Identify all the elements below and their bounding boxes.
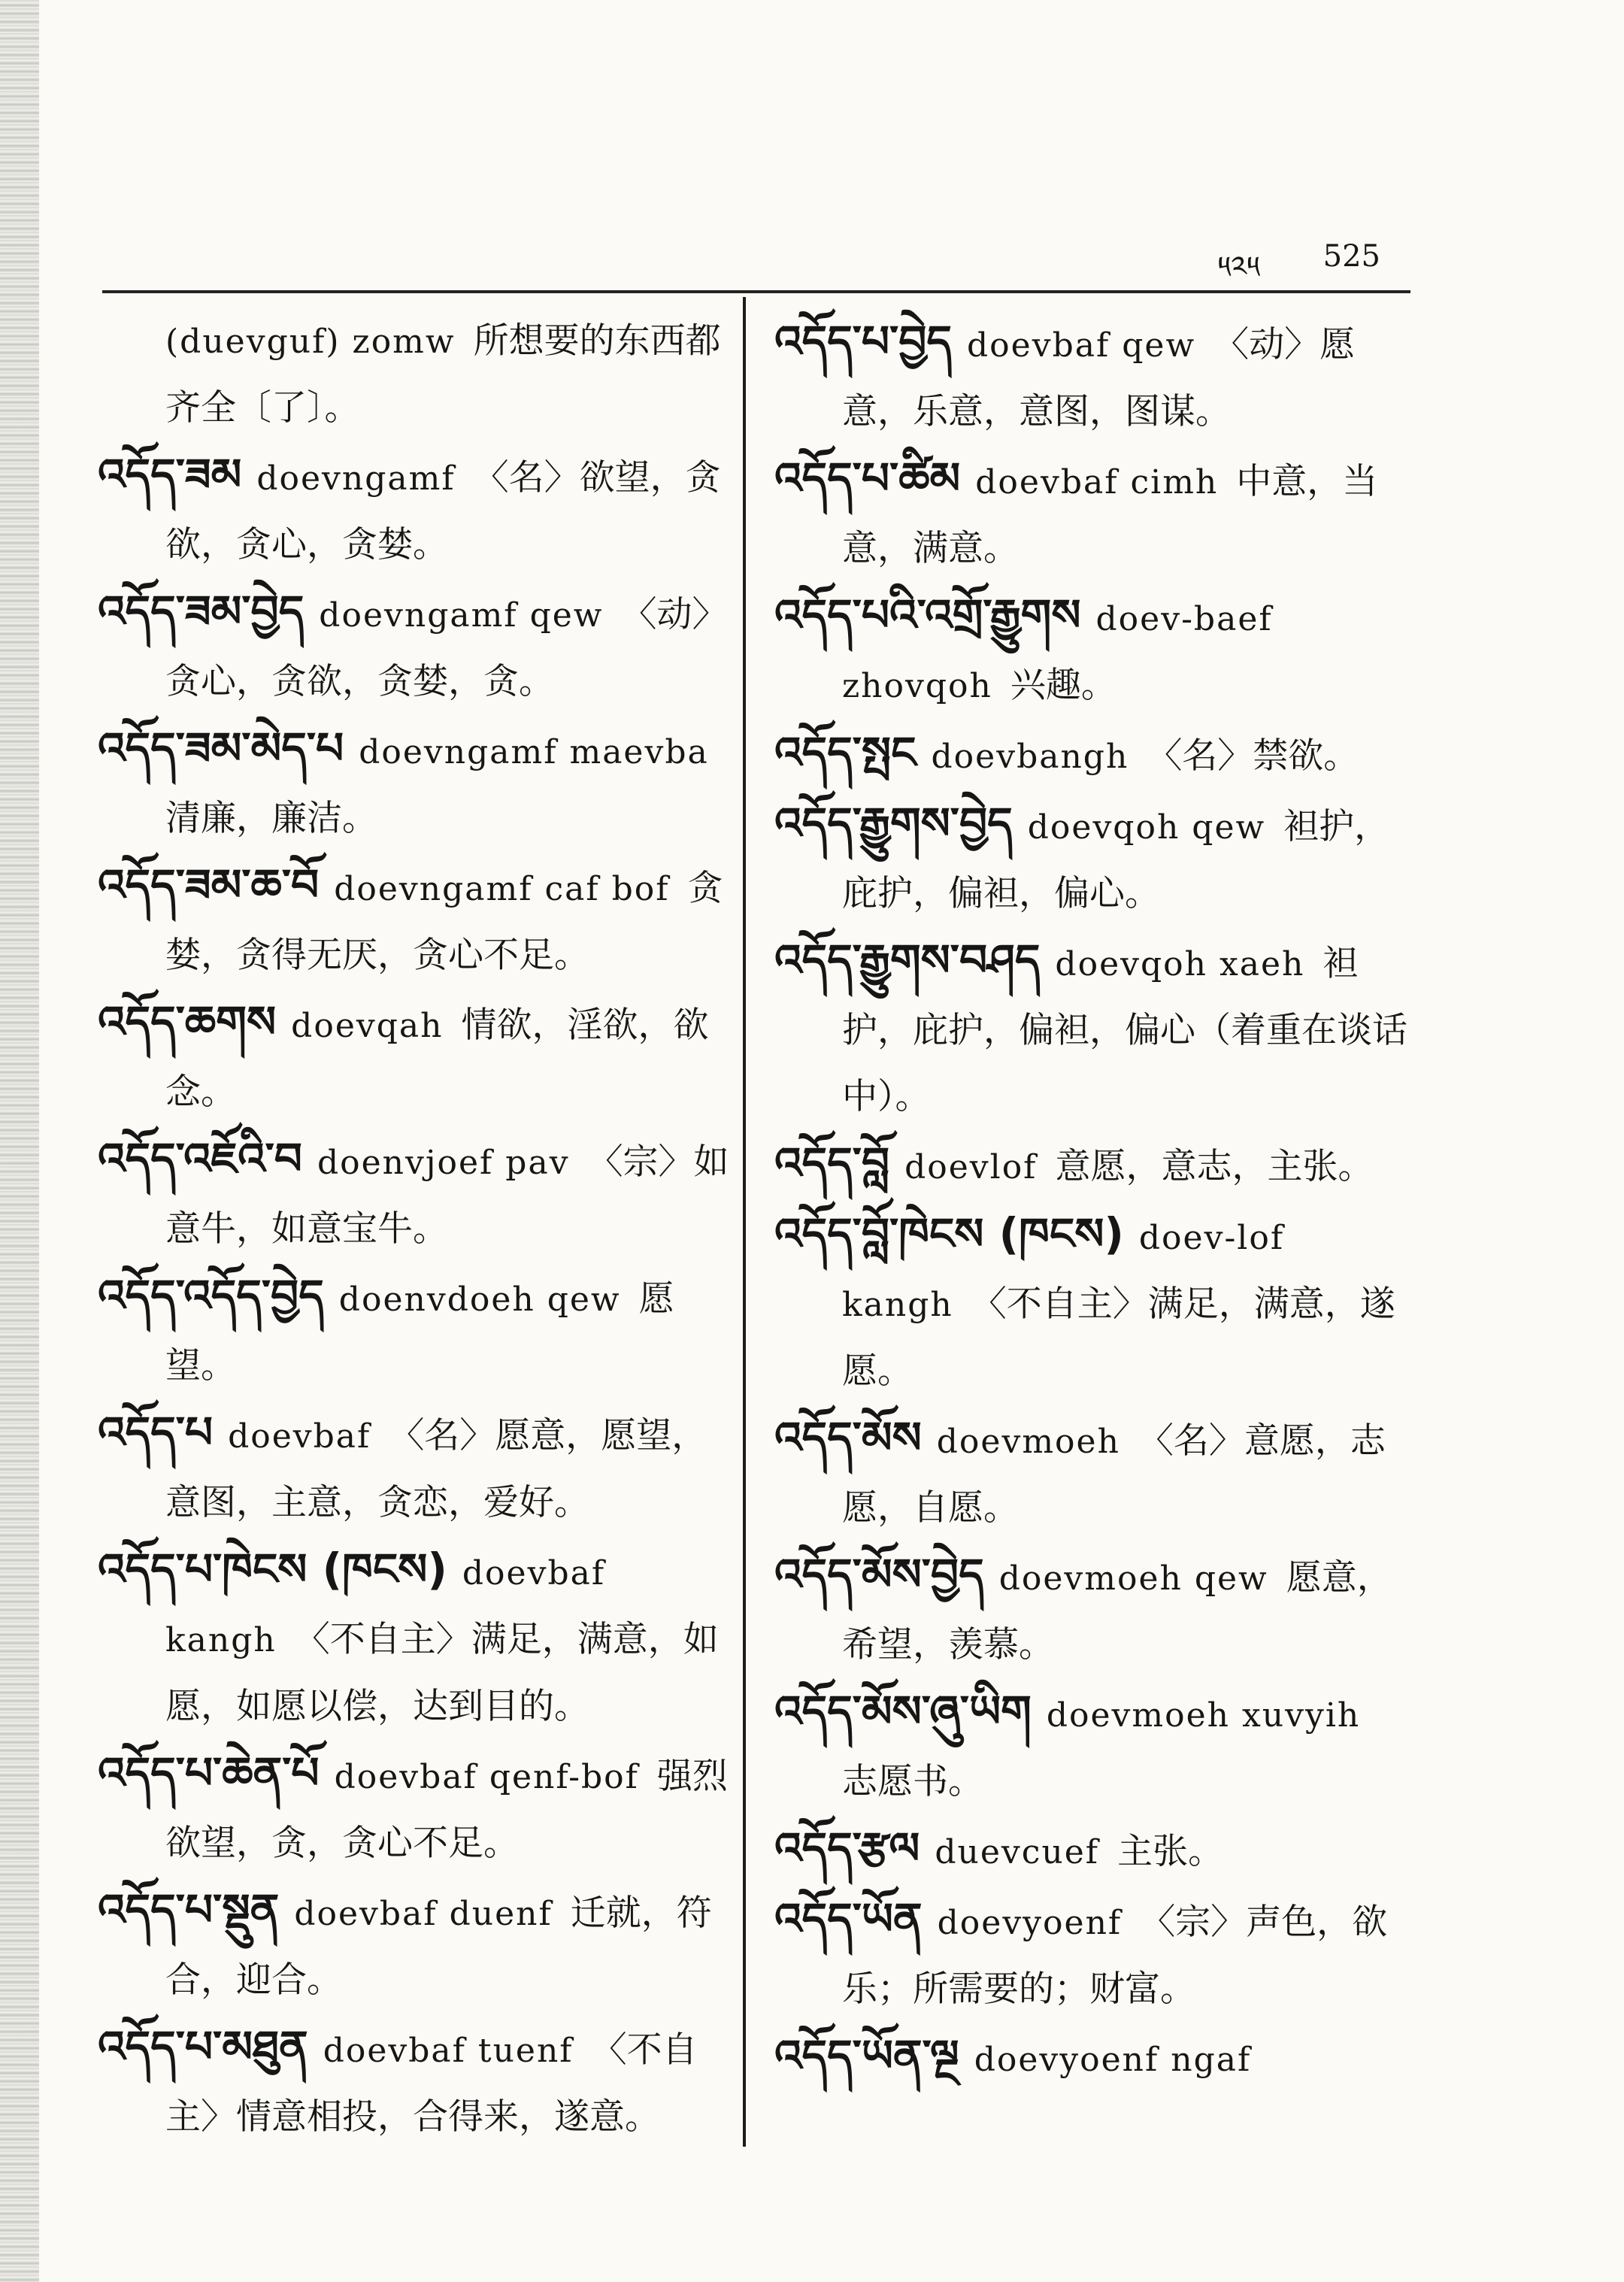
entry-headword: འདོད་མོས་བྱེད xyxy=(774,1549,984,1600)
entry-headword: འདོད་པ་མཐུན xyxy=(98,2021,308,2072)
entry-headword: འདོད་རྒྱུགས་བྱེད xyxy=(774,798,1013,849)
dictionary-entry xyxy=(98,989,737,1126)
dictionary-entry xyxy=(774,1678,1413,1815)
entry-definition: 所想要的东西都齐全〔了〕。 xyxy=(165,320,721,429)
entry-romanization: doenvjoef pav xyxy=(317,1144,570,1182)
entry-romanization: doevmoeh xuvyih xyxy=(1046,1696,1361,1735)
entry-romanization: doevlof xyxy=(904,1148,1038,1186)
dictionary-entry xyxy=(774,445,1413,582)
entry-romanization: doevbaf cimh xyxy=(975,463,1219,502)
entry-headword: འདོད་ཡོན་ལྔ xyxy=(774,2030,959,2081)
entry-headword: འདོད་རྒྱུགས་བཤད xyxy=(774,935,1041,986)
dictionary-entry xyxy=(98,1399,737,1536)
entry-headword: འདོད་ཡོན xyxy=(774,1893,923,1944)
entry-headword: འདོད་ཟམ་མེད་པ xyxy=(98,723,344,774)
entry-romanization: doevqoh qew xyxy=(1027,808,1266,847)
entry-definition: 愿意，希望，羡慕。 xyxy=(842,1557,1392,1665)
entry-headword: འདོད་པ་ཆེན་པོ xyxy=(98,1747,320,1799)
scan-edge-shadow xyxy=(0,0,39,2282)
left-column xyxy=(98,308,737,2143)
dictionary-entry xyxy=(98,852,737,989)
entry-definition: 〈动〉贪心，贪欲，贪婪，贪。 xyxy=(165,594,728,702)
entry-romanization: doevngamf caf bof xyxy=(334,870,670,908)
entry-headword: འདོད་མོས xyxy=(774,1412,922,1463)
entry-headword: འདོད་མོས་ཞུ་ཡིག xyxy=(774,1686,1032,1737)
entry-definition: 情欲，淫欲，欲念。 xyxy=(165,1005,709,1113)
entry-definition: 〈不自主〉满足，满意，如愿，如愿以偿，达到目的。 xyxy=(165,1619,719,1727)
entry-romanization: doevngamf xyxy=(256,459,456,498)
entry-headword: འདོད་སྤང xyxy=(774,727,917,778)
dictionary-entry xyxy=(98,1740,737,1877)
header-rule xyxy=(102,290,1410,293)
entry-definition: 中意，当意，满意。 xyxy=(842,461,1378,569)
entry-romanization: doev-baef zhovqoh xyxy=(842,600,1273,705)
entry-definition: 贪婪，贪得无厌，贪心不足。 xyxy=(165,868,723,976)
entry-headword: འདོད་འཇོའི་བ xyxy=(98,1133,302,1184)
dictionary-entry xyxy=(774,1201,1413,1405)
entry-romanization: doevbaf qew xyxy=(967,326,1196,365)
entry-definition: 〈不自主〉情意相投，合得来，遂意。 xyxy=(165,2029,698,2138)
dictionary-entry xyxy=(98,1126,737,1262)
entry-romanization: doevmoeh xyxy=(936,1423,1120,1461)
entry-definition: 主张。 xyxy=(1117,1831,1224,1872)
entry-romanization: doevbangh xyxy=(931,738,1129,776)
entry-romanization: doevngamf qew xyxy=(319,596,604,635)
entry-headword: འདོད་བློ་ཁེངས (ཁངས) xyxy=(774,1208,1124,1259)
page-number: 525 xyxy=(1323,239,1380,274)
entry-romanization: doevqoh xaeh xyxy=(1055,945,1305,983)
entry-romanization: doevbaf xyxy=(228,1417,371,1456)
entry-headword: འདོད་པའི་འགྲོ་རྒྱུགས xyxy=(774,589,1081,641)
dictionary-entry xyxy=(774,2023,1413,2093)
entry-definition: 清廉，廉洁。 xyxy=(165,798,377,839)
entry-definition: 〈动〉愿意，乐意，意图，图谋。 xyxy=(842,324,1356,432)
entry-romanization: doevbaf qenf-bof xyxy=(334,1758,639,1796)
dictionary-entry xyxy=(774,582,1413,720)
dictionary-entry xyxy=(98,2014,737,2150)
dictionary-entry xyxy=(774,1130,1413,1201)
entry-headword: འདོད་པ་ཚིམ xyxy=(774,453,961,504)
entry-definition: 〈宗〉如意牛，如意宝牛。 xyxy=(165,1141,729,1250)
entry-headword: འདོད་རྩལ xyxy=(774,1823,920,1874)
entry-romanization: duevcuef xyxy=(935,1833,1100,1871)
entry-definition: 〈名〉意愿，志愿，自愿。 xyxy=(842,1420,1386,1529)
dictionary-entry xyxy=(98,1877,737,2014)
dictionary-entry xyxy=(774,790,1413,927)
entry-romanization: doevmoeh qew xyxy=(998,1559,1268,1598)
entry-definition: 〈名〉禁欲。 xyxy=(1147,735,1359,777)
dictionary-entry xyxy=(774,308,1413,445)
dictionary-entry xyxy=(98,578,737,715)
page-number-tibetan: ༥༢༥ xyxy=(1217,250,1260,285)
entry-headword: འདོད་པ་ཁེངས (ཁངས) xyxy=(98,1544,447,1595)
entry-definition: 〈不自主〉满足，满意，遂愿。 xyxy=(842,1283,1395,1392)
entry-romanization: doev-lof kangh xyxy=(842,1219,1285,1324)
entry-headword: འདོད་འདོད་བྱེད xyxy=(98,1270,324,1321)
page-header xyxy=(102,226,1410,293)
dictionary-entry xyxy=(774,720,1413,790)
dictionary-entry xyxy=(98,1262,737,1399)
dictionary-entry xyxy=(774,1886,1413,2023)
dictionary-entry xyxy=(98,441,737,578)
entry-definition: 意愿，意志，主张。 xyxy=(1055,1146,1374,1187)
entry-romanization: doevyoenf ngaf xyxy=(974,2041,1252,2079)
dictionary-entry xyxy=(98,715,737,852)
entry-definition: 迁就，符合，迎合。 xyxy=(165,1893,712,2001)
entry-romanization: doevngamf maevba xyxy=(359,733,709,771)
entry-romanization: doevbaf tuenf xyxy=(323,2032,574,2070)
entry-definition: 〈宗〉声色，欲乐；所需要的；财富。 xyxy=(842,1902,1388,2010)
dictionary-entry xyxy=(774,1541,1413,1678)
entry-headword: འདོད་ཆགས xyxy=(98,996,277,1047)
entry-definition: 〈名〉欲望，贪欲，贪心，贪婪。 xyxy=(165,457,721,565)
entry-definition: 强烈欲望，贪，贪心不足。 xyxy=(165,1756,728,1864)
entry-romanization: doevbaf duenf xyxy=(294,1895,553,1933)
dictionary-entry xyxy=(98,308,737,441)
entry-headword: འདོད་ཟམ xyxy=(98,449,242,500)
dictionary-entry xyxy=(774,927,1413,1130)
entry-definition: 袒护，庇护，偏袒，偏心（着重在谈话中）。 xyxy=(842,943,1407,1117)
entry-headword: འདོད་པ xyxy=(98,1407,214,1458)
entry-definition: 〈名〉愿意，愿望，意图，主意，贪恋，爱好。 xyxy=(165,1415,707,1523)
right-column xyxy=(774,308,1413,2143)
entry-romanization: doenvdoeh qew xyxy=(338,1280,621,1319)
dictionary-entry xyxy=(774,1815,1413,1886)
entry-headword: འདོད་ཟམ་བྱེད xyxy=(98,586,304,637)
entry-romanization: doevqah xyxy=(291,1007,444,1045)
entry-definition: 志愿书。 xyxy=(842,1761,983,1802)
entry-headword: འདོད་པ་བྱེད xyxy=(774,316,953,367)
column-divider xyxy=(743,297,746,2147)
dictionary-entry xyxy=(774,1405,1413,1541)
entry-romanization: (duevguf) zomw xyxy=(165,323,456,361)
dictionary-entry xyxy=(98,1536,737,1740)
entry-romanization: doevbaf kangh xyxy=(165,1554,606,1659)
entry-romanization: doevyoenf xyxy=(937,1904,1123,1942)
entry-definition: 愿望。 xyxy=(165,1278,674,1386)
entry-definition: 袒护，庇护，偏袒，偏心。 xyxy=(842,806,1390,914)
entry-definition: 兴趣。 xyxy=(1010,665,1116,706)
entry-headword: འདོད་པ་སྡུན xyxy=(98,1884,280,1935)
entry-headword: འདོད་བློ xyxy=(774,1138,890,1189)
entry-headword: འདོད་ཟམ་ཆ་བོ xyxy=(98,859,320,911)
